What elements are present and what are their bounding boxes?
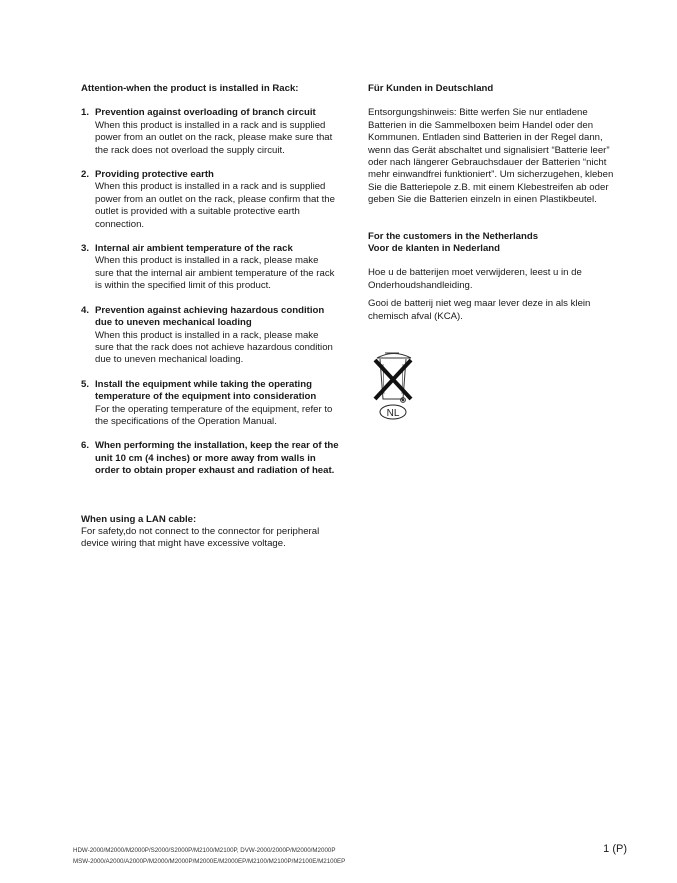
item-number: 4. xyxy=(81,304,90,316)
item-title: When performing the installation, keep the rear of the unit 10 cm (4 inches) or more away from walls in order to obtain proper exhaust and radiation of heat. xyxy=(95,440,339,477)
item-title: Internal air ambient temperature of the rack xyxy=(95,243,293,255)
item-number: 6. xyxy=(81,440,90,452)
item-title: Install the equipment while taking the operating temperature of the equipment into consideration xyxy=(95,378,317,403)
item-number: 1. xyxy=(81,107,90,119)
item-body: When this product is installed in a rack, please make sure that the rack does not achieve hazardous condition due to uneven mechanical loading. xyxy=(95,329,333,366)
list-item xyxy=(81,107,339,157)
de-heading: Für Kunden in Deutschland xyxy=(368,83,494,94)
footer-models-line-1: HDW-2000/M2000/M2000P/S2000/S2000P/M2100/M2100P, DVW-2000/2000P/M2000/M2000P xyxy=(73,847,336,854)
item-number: 2. xyxy=(81,169,90,181)
item-title: Providing protective earth xyxy=(95,169,214,181)
item-title: Prevention against overloading of branch circuit xyxy=(95,107,316,119)
nl-heading-nl: Voor de klanten in Nederland xyxy=(368,243,501,255)
item-title: Prevention against achieving hazardous condition due to uneven mechanical loading xyxy=(95,304,325,329)
item-body: When this product is installed in a rack and is supplied power from an outlet on the rack, please confirm that the outlet is provided with a suitable protective earth connection. xyxy=(95,181,335,230)
de-body: Entsorgungshinweis: Bitte werfen Sie nur entladene Batterien in die Sammelboxen beim Handel oder den Kommunen. Entladen sind Batterien in der Regel dann, wenn das Gerät abschaltet und signalisiert “Batterie leer” oder nach längerer Gebrauchsdauer der Batterien “nicht mehr einwandfrei funktioniert”. Um sicherzugehen, kleben Sie die Batteriepole z.B. mit einem Klebestreifen ab oder geben Sie die Batterien einzeln in einen Plastikbeutel. xyxy=(368,107,614,206)
footer-models-line-2: MSW-2000/A2000/A2000P/M2000/M2000P/M2000E/M2000EP/M2100/M2100P/M2100E/M2100EP xyxy=(73,858,346,865)
item-body: When this product is installed in a rack, please make sure that the internal air ambient temperature of the rack is within the specified limit of this product. xyxy=(95,255,335,292)
nl-body-1: Hoe u de batterijen moet verwijderen, leest u in de Onderhoudshandleiding. xyxy=(368,267,582,291)
nl-body-2: Gooi de batterij niet weg maar lever deze in als klein chemisch afval (KCA). xyxy=(368,298,591,322)
item-number: 5. xyxy=(81,378,90,390)
item-number: 3. xyxy=(81,243,90,255)
page-number: 1 (P) xyxy=(603,843,627,855)
nl-logo-text: NL xyxy=(386,408,400,419)
nl-heading-en: For the customers in the Netherlands xyxy=(368,230,539,242)
item-body: For the operating temperature of the equipment, refer to the specifications of the Operation Manual. xyxy=(95,403,333,427)
item-body: When this product is installed in a rack and is supplied power from an outlet on the rack, please make sure that the rack does not overload the supply circuit. xyxy=(95,119,333,156)
list-item xyxy=(81,305,339,367)
right-column xyxy=(368,83,618,323)
list-item xyxy=(81,440,339,477)
list-item xyxy=(81,243,339,293)
lan-body: For safety,do not connect to the connector for peripheral device wiring that might have excessive voltage. xyxy=(81,525,320,550)
left-column xyxy=(81,83,339,551)
list-item xyxy=(81,169,339,231)
list-item xyxy=(81,379,339,429)
rack-heading: Attention-when the product is installed in Rack: xyxy=(81,83,299,94)
lan-heading: When using a LAN cable: xyxy=(81,513,197,525)
crossed-bin-icon xyxy=(369,347,419,421)
